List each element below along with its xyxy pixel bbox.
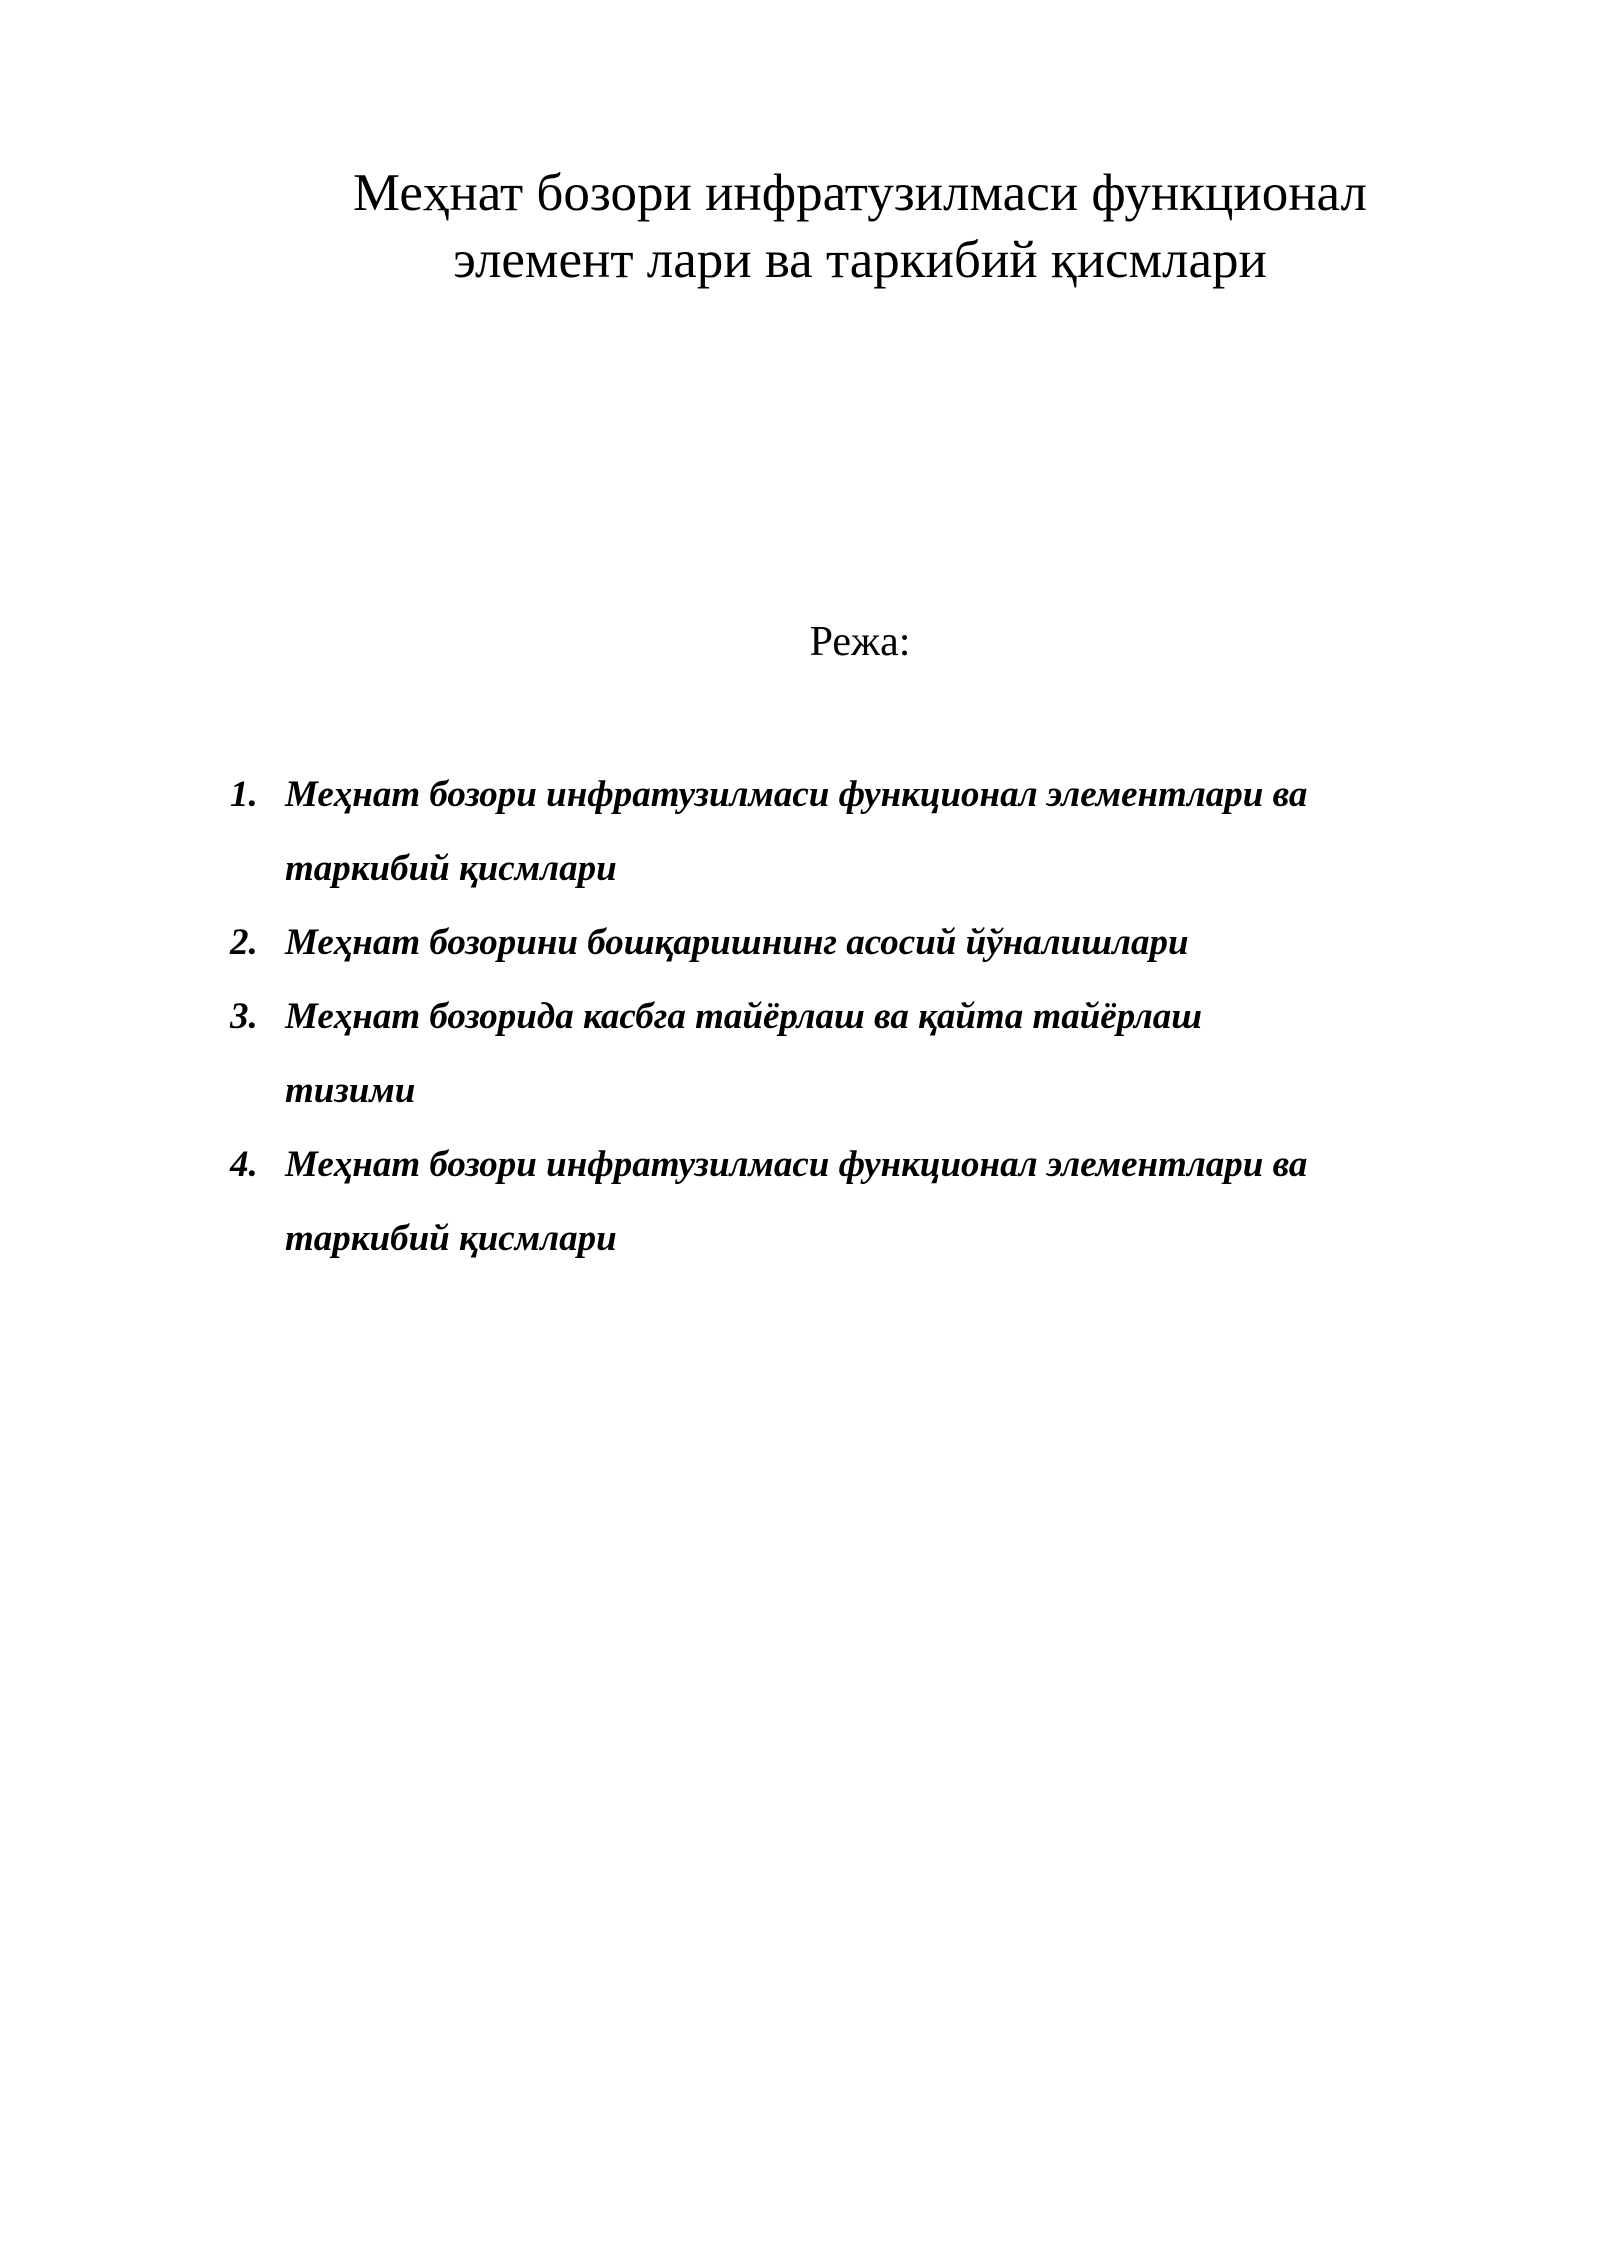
plan-item-text (285, 758, 1530, 906)
plan-heading: Режа: (809, 619, 911, 665)
plan-item-number: 2. (230, 922, 258, 963)
plan-item-3 (230, 980, 1530, 1128)
plan-item-number: 3. (230, 996, 258, 1037)
title-line-1: Меҳнат бозори инфратузилмаси функционал (352, 164, 1367, 222)
plan-item-text (285, 906, 1530, 980)
plan-list (230, 758, 1530, 1276)
plan-item-line: таркибий қисмлари (285, 848, 617, 889)
plan-item-4 (230, 1128, 1530, 1276)
plan-item-line: Меҳнат бозорини бошқаришнинг асосий йўналишлари (285, 922, 1189, 963)
title-line-2: элемент лари ва таркибий қисмлари (453, 231, 1267, 289)
plan-item-line: Меҳнат бозорида касбга тайёрлаш ва қайта тайёрлаш (285, 996, 1203, 1037)
plan-item-number: 4. (230, 1144, 258, 1185)
document-title (270, 160, 1450, 294)
plan-item-1 (230, 758, 1530, 906)
plan-item-text (285, 980, 1530, 1128)
plan-item-2 (230, 906, 1530, 980)
plan-item-line: тизими (285, 1070, 416, 1111)
plan-item-line: таркибий қисмлари (285, 1218, 617, 1259)
plan-item-line: Меҳнат бозори инфратузилмаси функционал элементлари ва (285, 1144, 1308, 1185)
plan-item-line: Меҳнат бозори инфратузилмаси функционал элементлари ва (285, 774, 1308, 815)
plan-item-text (285, 1128, 1530, 1276)
plan-item-number: 1. (230, 774, 258, 815)
